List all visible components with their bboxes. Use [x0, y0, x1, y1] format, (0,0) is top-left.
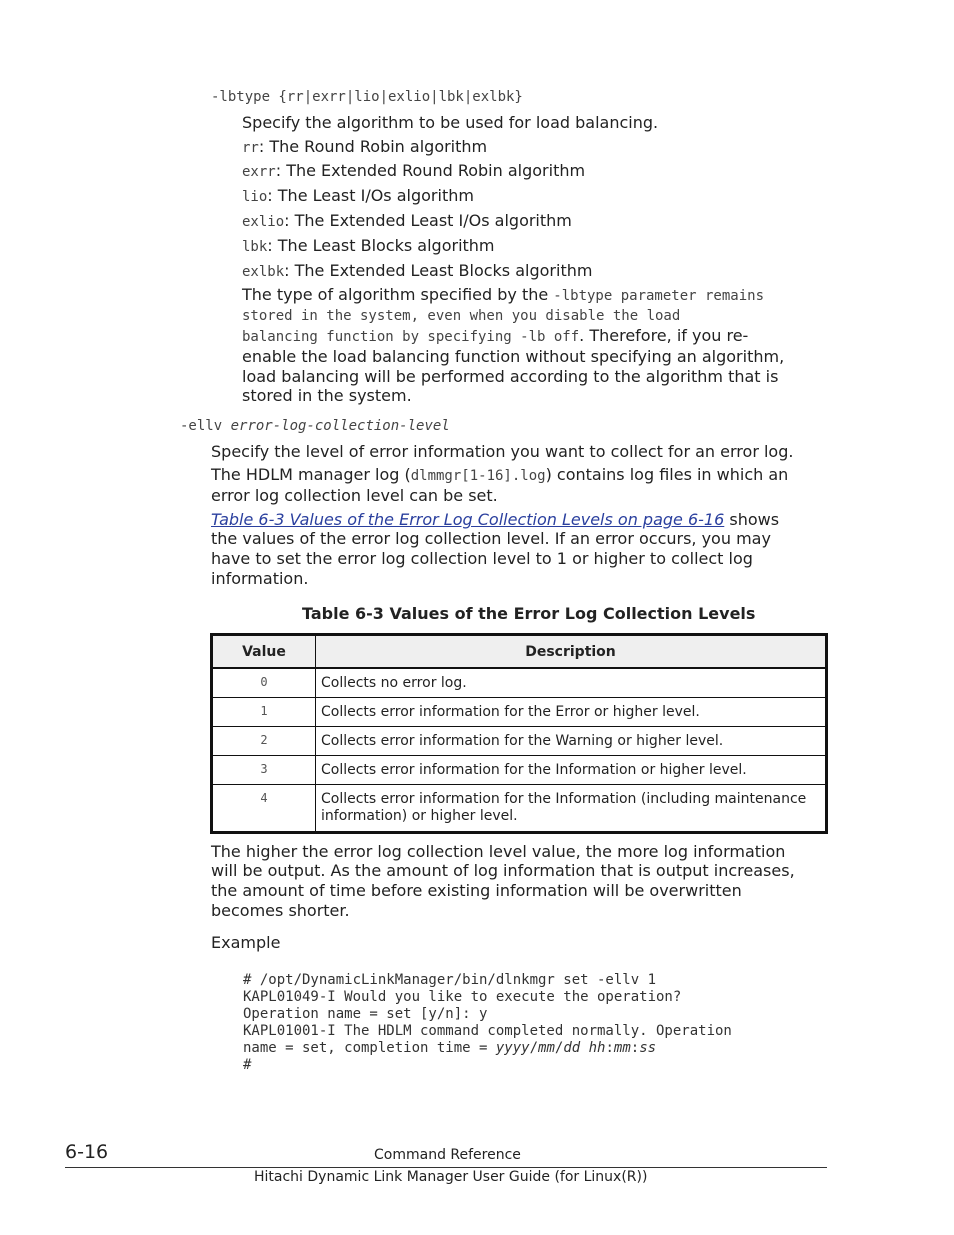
- note-text: The type of algorithm specified by the: [242, 285, 554, 304]
- lbtype-note-line-5: load balancing will be performed according to the algorithm that is: [242, 367, 779, 386]
- after-line-1: The higher the error log collection level value, the more log information: [211, 842, 786, 861]
- cell-value: 1: [212, 698, 316, 727]
- example-line: Operation name = set [y/n]: y: [243, 1006, 488, 1022]
- algorithm-code: exlio: [242, 214, 285, 230]
- ellv-link-line: [211, 510, 779, 530]
- algorithm-code: exrr: [242, 164, 276, 180]
- date-space: [580, 1040, 588, 1056]
- algorithm-code: lio: [242, 189, 268, 205]
- date-sep: /: [529, 1040, 539, 1056]
- ellv-param: error-log-collection-level: [230, 418, 450, 434]
- algorithm-code: rr: [242, 140, 259, 156]
- footer-divider: [65, 1167, 827, 1168]
- time-sep: :: [630, 1040, 640, 1056]
- footer-guide-title: Hitachi Dynamic Link Manager User Guide (for Linux(R)): [254, 1169, 648, 1185]
- cell-description: Collects no error log.: [316, 668, 827, 698]
- ellv-flag: -ellv: [180, 418, 223, 434]
- algorithm-desc: : The Extended Least I/Os algorithm: [284, 211, 572, 230]
- time-hh: hh: [588, 1040, 606, 1056]
- algorithm-item: [242, 137, 487, 158]
- table-row: [212, 785, 827, 833]
- algorithm-item: [242, 161, 585, 182]
- time-ss: ss: [639, 1040, 657, 1056]
- ellv-manager-line-2: error log collection level can be set.: [211, 486, 498, 505]
- date-mm: mm: [538, 1040, 555, 1056]
- lbtype-note-line-6: stored in the system.: [242, 386, 412, 405]
- example-line: # /opt/DynamicLinkManager/bin/dlnkmgr set -ellv 1: [243, 972, 657, 988]
- header-value: Value: [212, 635, 316, 669]
- table-row: [212, 698, 827, 727]
- header-description: Description: [316, 635, 827, 669]
- example-line: KAPL01049-I Would you like to execute the operation?: [243, 989, 682, 1005]
- algorithm-desc: : The Extended Round Robin algorithm: [275, 161, 586, 180]
- manager-text: The HDLM manager log (: [211, 465, 411, 484]
- note-code: balancing function by specifying -lb off: [242, 329, 580, 345]
- example-line-prefix: name = set, completion time =: [243, 1040, 496, 1056]
- cell-description: Collects error information for the Warning or higher level.: [316, 727, 827, 756]
- time-sep: :: [605, 1040, 614, 1056]
- algorithm-desc: : The Least I/Os algorithm: [267, 186, 474, 205]
- link-post-text: shows: [724, 510, 780, 529]
- note-text: . Therefore, if you re-: [579, 326, 749, 345]
- example-line: #: [243, 1057, 252, 1073]
- manager-code: dlmmgr[1-16].log: [410, 468, 546, 484]
- cell-value: 3: [212, 756, 316, 785]
- lbtype-note-line-1: [242, 285, 764, 306]
- lbtype-intro: Specify the algorithm to be used for load balancing.: [242, 113, 659, 132]
- example-label: Example: [211, 933, 281, 952]
- table-row: [212, 668, 827, 698]
- after-line-4: becomes shorter.: [211, 901, 350, 920]
- ellv-manager-line-1: [211, 465, 788, 486]
- after-line-2: will be output. As the amount of log information that is output increases,: [211, 861, 795, 880]
- date-dd: dd: [563, 1040, 581, 1056]
- error-log-levels-table: [210, 633, 828, 834]
- table-row: [212, 756, 827, 785]
- cell-value: 2: [212, 727, 316, 756]
- ellv-option: [180, 418, 450, 434]
- time-mm: mm: [613, 1040, 631, 1056]
- ellv-link-cont-2: have to set the error log collection level to 1 or higher to collect log: [211, 549, 753, 568]
- cell-description: Collects error information for the Error or higher level.: [316, 698, 827, 727]
- table-header-row: [212, 635, 827, 669]
- algorithm-item: [242, 186, 474, 207]
- algorithm-item: [242, 236, 495, 257]
- page-number: 6-16: [65, 1141, 109, 1163]
- table-reference-link[interactable]: Table 6-3 Values of the Error Log Collection Levels on page 6-16: [211, 510, 725, 529]
- note-code: -lbtype parameter remains: [553, 288, 764, 304]
- lbtype-note-line-2: stored in the system, even when you disable the load: [242, 308, 681, 324]
- algorithm-item: [242, 211, 572, 232]
- date-yyyy: yyyy: [495, 1040, 530, 1056]
- example-code-block: [243, 972, 732, 1074]
- cell-description: Collects error information for the Information or higher level.: [316, 756, 827, 785]
- lbtype-option: -lbtype {rr|exrr|lio|exlio|lbk|exlbk}: [211, 89, 523, 105]
- date-sep: /: [554, 1040, 564, 1056]
- cell-value: 0: [212, 668, 316, 698]
- after-line-3: the amount of time before existing information will be overwritten: [211, 881, 742, 900]
- cell-description: Collects error information for the Information (including maintenance information) or higher level.: [316, 785, 827, 833]
- table-row: [212, 727, 827, 756]
- table-caption: Table 6-3 Values of the Error Log Collection Levels: [302, 604, 756, 623]
- algorithm-item: [242, 261, 592, 282]
- lbtype-note-line-4: enable the load balancing function without specifying an algorithm,: [242, 347, 785, 366]
- ellv-intro: Specify the level of error information you want to collect for an error log.: [211, 442, 794, 461]
- lbtype-note-line-3: [242, 326, 748, 347]
- example-line: KAPL01001-I The HDLM command completed normally. Operation: [243, 1023, 732, 1039]
- algorithm-desc: : The Extended Least Blocks algorithm: [284, 261, 593, 280]
- algorithm-code: exlbk: [242, 264, 285, 280]
- algorithm-desc: : The Round Robin algorithm: [258, 137, 488, 156]
- cell-value: 4: [212, 785, 316, 833]
- ellv-link-cont-3: information.: [211, 569, 309, 588]
- ellv-link-cont-1: the values of the error log collection level. If an error occurs, you may: [211, 529, 771, 548]
- algorithm-desc: : The Least Blocks algorithm: [267, 236, 495, 255]
- algorithm-code: lbk: [242, 239, 268, 255]
- footer-section: Command Reference: [374, 1147, 521, 1163]
- manager-text: ) contains log files in which an: [545, 465, 789, 484]
